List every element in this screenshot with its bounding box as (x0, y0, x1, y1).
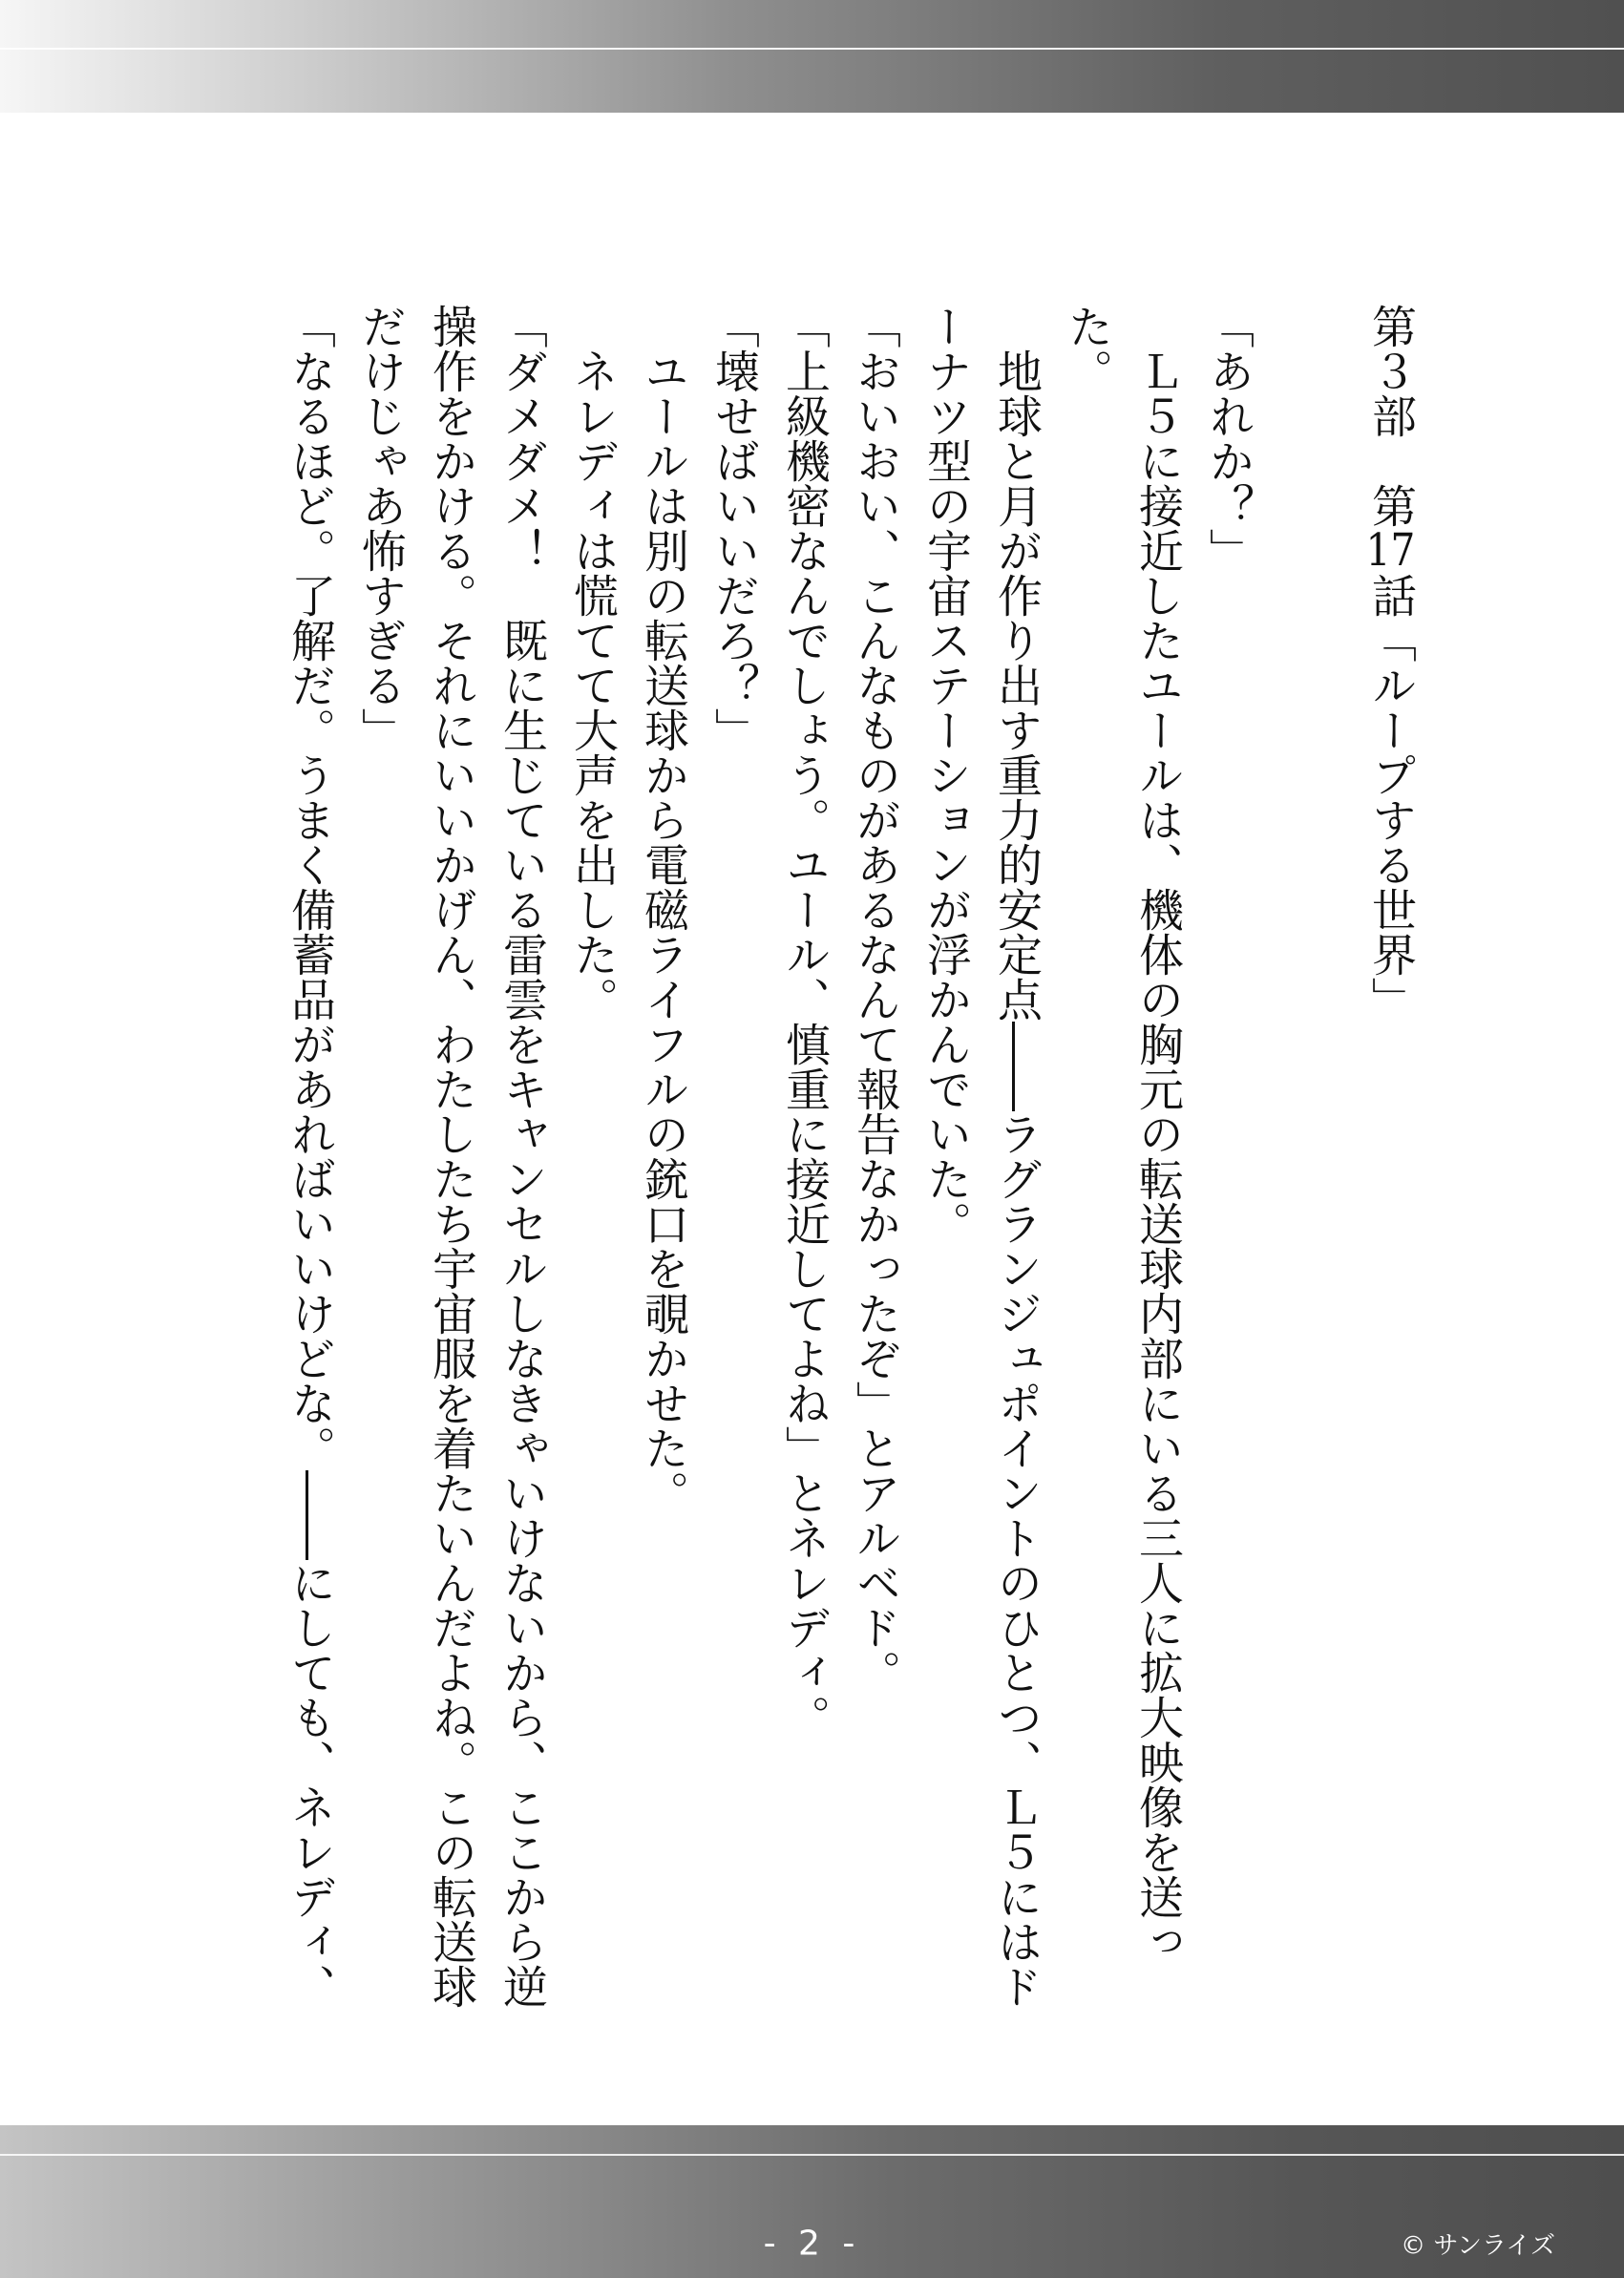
paragraph: 「上級機密なんでしょう。ユール、慎重に接近してよね」とネレディ。 (778, 304, 831, 1740)
episode-name: 「ループする世界」 (1364, 618, 1417, 1022)
episode-suffix: 話 (1364, 573, 1417, 618)
page-number: - 2 - (763, 2224, 861, 2264)
paragraph: 「あれか？」 (1202, 304, 1255, 573)
paragraph: 「おいおい、こんなものがあるなんて報告なかったぞ」とアルベド。 (849, 304, 901, 1695)
copyright-notice: © サンライズ (1401, 2231, 1555, 2261)
vertical-body-text (274, 304, 1425, 2041)
header-band (0, 0, 1624, 113)
paragraph: 「なるほど。了解だ。うまく備蓄品があればいいけどな。――にしても、ネレディ、 (284, 304, 336, 2009)
episode-prefix: 第 (1364, 483, 1417, 528)
chapter-title (1355, 304, 1425, 2041)
header-divider (0, 48, 1624, 50)
paragraph: ユールは別の転送球から電磁ライフルの銃口を覗かせた。 (637, 304, 689, 1515)
paragraph: Ｌ５に接近したユールは、機体の胸元の転送球内部にいる三人に拡大映像を送った。 (1061, 304, 1184, 1964)
paragraph: 地球と月が作り出す重力的安定点――ラグランジュポイントのひとつ、Ｌ５にはドーナツ型の宇宙ステーションが浮かんでいた。 (919, 304, 1043, 2009)
footer-divider (0, 2154, 1624, 2156)
paragraph: 「ダメダメ！ 既に生じている雷雲をキャンセルしなきゃいけないから、ここから逆操作をかける。それにいいかげん、わたしたち宇宙服を着たいんだよね。この転送球だけじゃあ怖すぎる」 (354, 304, 548, 2009)
part-label: 第３部 (1364, 304, 1417, 438)
paragraph: ネレディは慌てて大声を出した。 (566, 304, 619, 1022)
episode-number: 17 (1365, 528, 1416, 573)
paragraph: 「壊せばいいだろ？」 (707, 304, 760, 752)
